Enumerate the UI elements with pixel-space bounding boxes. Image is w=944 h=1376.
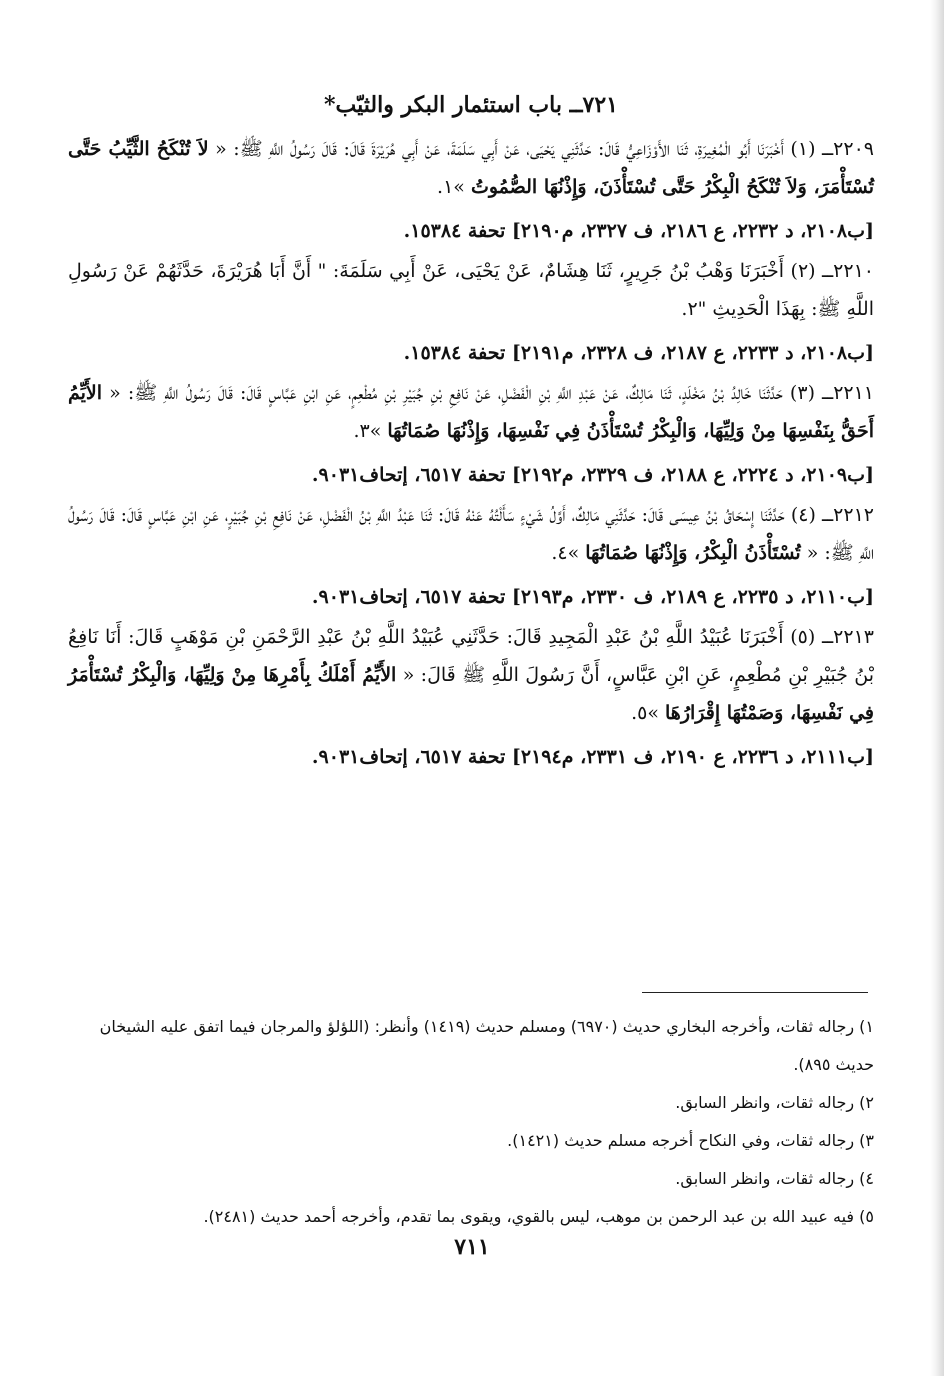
hadith-references: [ب٢١٠٩، د ٢٢٢٤، ع ٢١٨٨، ف ٢٣٢٩، م٢١٩٢] تحفة ٦٥١٧، إتحاف٩٠٣١. bbox=[311, 464, 874, 486]
footnote: ٥) فيه عبيد الله بن عبد الرحمن بن موهب، ليس بالقوي، ويقوى بما تقدم، وأخرجه أحمد حديث (٢٤٨١). bbox=[203, 1207, 874, 1226]
chapter-title: ٧٢١ــ باب استئمار البكر والثيّب* bbox=[324, 92, 618, 118]
page-binding-shadow bbox=[930, 0, 944, 1376]
hadith-block bbox=[68, 130, 874, 248]
footnote: ١) رجاله ثقات، وأخرجه البخاري حديث (٦٩٧٠) ومسلم حديث (١٤١٩) وأنظر: (اللؤلؤ والمرجان فيما اتفق عليه الشيخان حديث ٨٩٥). bbox=[99, 1017, 874, 1074]
page-number: ٧١١ bbox=[454, 1234, 490, 1260]
hadith-text bbox=[68, 496, 874, 572]
hadith-block bbox=[68, 252, 874, 370]
hadith-text bbox=[68, 252, 874, 328]
hadith-references: [ب٢١٠٨، د ٢٢٣٣، ع ٢١٨٧، ف ٢٣٢٨، م٢١٩١] تحفة ١٥٣٨٤. bbox=[403, 342, 874, 364]
hadith-end: »٥. bbox=[631, 702, 659, 724]
hadith-end: »٤. bbox=[551, 542, 580, 564]
hadith-isnad: ٢٢١٠ــ (٢) أَخْبَرَنَا وَهْبُ بْنُ جَرِيرٍ، ثَنَا هِشَامٌ، عَنْ يَحْيَى، عَنْ أَبِي سَلَمَةَ: " أَنَّ أَبَا هُرَيْرَةَ، حَدَّثَهُمْ عَنْ رَسُولِ اللَّهِ ﷺ: بِهَذَا الْحَدِيثِ "٢. bbox=[68, 260, 874, 320]
hadith-end: »١. bbox=[437, 176, 465, 198]
hadith-references: [ب٢١١٠، د ٢٢٣٥، ع ٢١٨٩، ف ٢٣٣٠، م٢١٩٣] تحفة ٦٥١٧، إتحاف٩٠٣١. bbox=[311, 586, 874, 608]
footnotes bbox=[68, 1008, 874, 1236]
hadith-text bbox=[68, 130, 874, 206]
hadith-isnad: ٢٢١١ــ (٣) حَدَّثَنَا خَالِدُ بْنُ مَخْلَدٍ، ثَنَا مَالِكٌ، عَنْ عَبْدِ اللَّهِ بْنِ الْفَضْلِ، عَنْ نَافِعِ بْنِ جُبَيْرِ بْنِ مُطْعِمٍ، عَنِ ابْنِ عَبَّاسٍ قَالَ: قَالَ رَسُولُ اللَّهِ ﷺ: « bbox=[109, 382, 875, 404]
hadith-matn: لاَ تُنْكَحُ الثَّيِّبُ حَتَّى تُسْتَأْمَرَ، وَلاَ تُنْكَحُ الْبِكْرُ حَتَّى تُسْتَأْذَنَ، وَإِذْنُهَا الصُّمُوتُ bbox=[68, 138, 874, 198]
main-text bbox=[68, 88, 874, 778]
hadith-block bbox=[68, 496, 874, 614]
hadith-end: »٣. bbox=[353, 420, 382, 442]
hadith-text bbox=[68, 374, 874, 450]
hadith-isnad: ٢٢١٣ــ (٥) أَخْبَرَنَا عُبَيْدُ اللَّهِ بْنُ عَبْدِ الْمَجِيدِ قَالَ: حَدَّثَنِي عُبَيْدُ اللَّهِ بْنُ عَبْدِ الرَّحْمَنِ بْنِ مَوْهَبٍ قَالَ: أَنَا نَافِعُ بْنُ جُبَيْرِ بْنِ مُطْعِمٍ، عَنِ ابْنِ عَبَّاسٍ، أَنَّ رَسُولَ اللَّهِ ﷺ قَالَ: « bbox=[68, 626, 874, 686]
hadith-references: [ب٢١١١، د ٢٢٣٦، ع ٢١٩٠، ف ٢٣٣١، م٢١٩٤] تحفة ٦٥١٧، إتحاف٩٠٣١. bbox=[311, 746, 874, 768]
hadith-block bbox=[68, 618, 874, 774]
footnote-separator bbox=[642, 992, 868, 993]
hadith-isnad: ٢٢٠٩ــ (١) أَخْبَرَنَا أَبُو الْمُغِيرَةِ، ثَنَا الأَوْزَاعِيُّ قَالَ: حَدَّثَنِي يَحْيَى، عَنْ أَبِي سَلَمَةَ، عَنْ أَبِي هُرَيْرَةَ قَالَ: قَالَ رَسُولُ اللَّهِ ﷺ: « bbox=[215, 138, 874, 160]
hadith-isnad: ٢٢١٢ــ (٤) حَدَّثَنَا إِسْحَاقُ بْنُ عِيسَى قَالَ: حَدَّثَنِي مَالِكٌ، أَوَّلُ شَيْءٍ سَأَلْتُهُ عَنْهُ قَالَ: ثَنَا عَبْدُ اللَّهِ بْنُ الْفَضْلِ، عَنْ نَافِعِ بْنِ جُبَيْرٍ، عَنِ ابْنِ عَبَّاسٍ قَالَ: قَالَ رَسُولُ اللَّهِ ﷺ: « bbox=[68, 504, 874, 564]
hadith-text bbox=[68, 618, 874, 732]
footnote: ٢) رجاله ثقات، وانظر السابق. bbox=[675, 1093, 874, 1112]
hadith-block bbox=[68, 374, 874, 492]
hadith-references: [ب٢١٠٨، د ٢٢٣٢، ع ٢١٨٦، ف ٢٣٢٧، م٢١٩٠] تحفة ١٥٣٨٤. bbox=[403, 220, 874, 242]
hadith-matn: تُسْتَأْذَنُ الْبِكْرُ، وَإِذْنُهَا صُمَاتُهَا bbox=[585, 542, 801, 564]
footnote: ٣) رجاله ثقات، وفي النكاح أخرجه مسلم حديث (١٤٢١). bbox=[507, 1131, 874, 1150]
footnote: ٤) رجاله ثقات، وانظر السابق. bbox=[675, 1169, 874, 1188]
hadith-matn: الأَيِّمُ أَمْلَكُ بِأَمْرِهَا مِنْ وَلِيِّهَا، وَالْبِكْرُ تُسْتَأْمَرُ فِي نَفْسِهَا، وَصَمْتُهَا إِقْرَارُهَا bbox=[68, 664, 874, 724]
hadith-matn: الأَيِّمُ أَحَقُّ بِنَفْسِهَا مِنْ وَلِيِّهَا، وَالْبِكْرُ تُسْتَأْذَنُ فِي نَفْسِهَا، وَإِذْنُهَا صُمَاتُهَا bbox=[68, 382, 874, 442]
